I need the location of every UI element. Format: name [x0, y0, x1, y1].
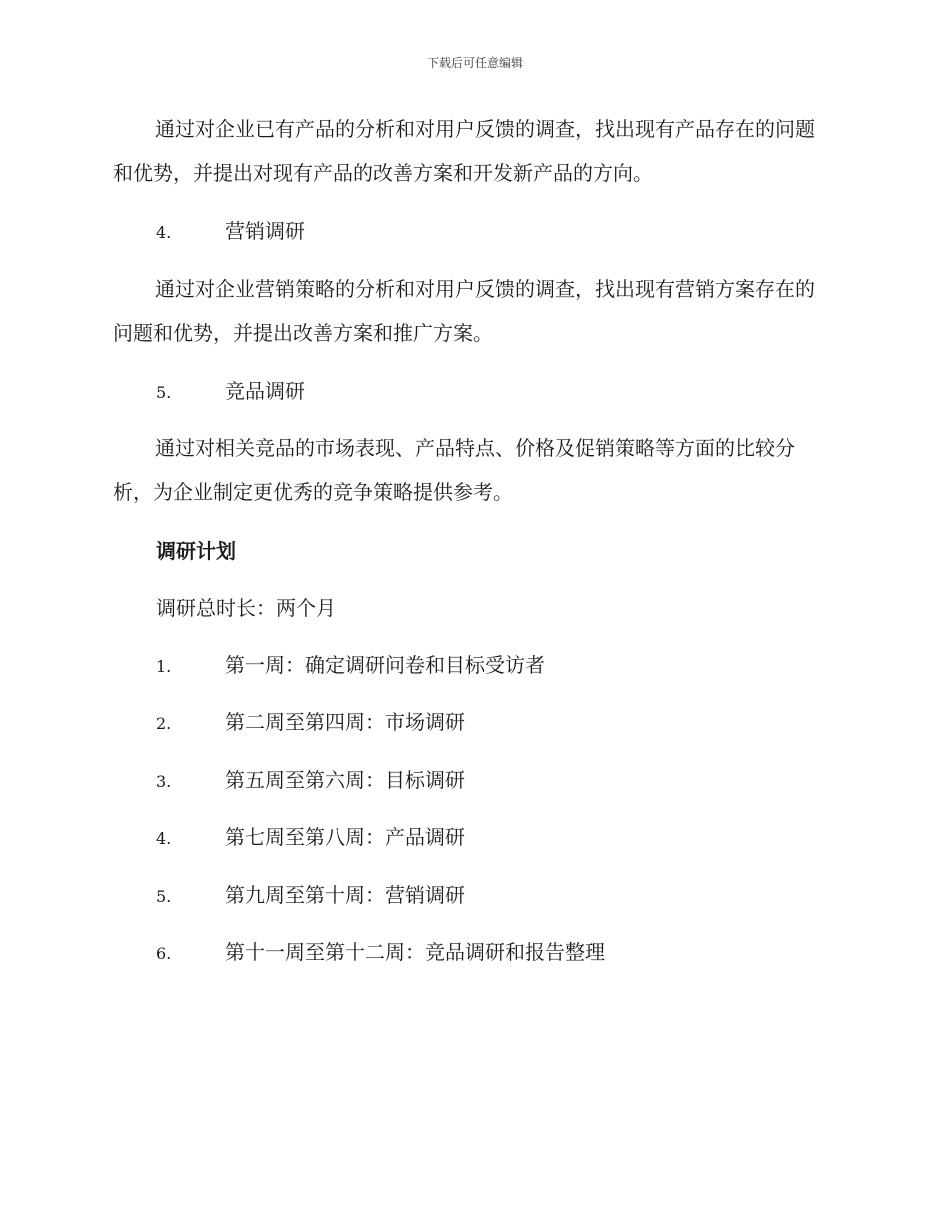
plan-item	[156, 880, 465, 910]
list-number: 4.	[156, 829, 172, 848]
list-number: 2.	[156, 714, 172, 733]
list-number: 5.	[156, 383, 172, 402]
product-research-text: 通过对企业已有产品的分析和对用户反馈的调查，找出现有产品存在的问题和优势，并提出对现有产品的改善方案和开发新产品的方向。	[113, 117, 815, 185]
section-item-marketing	[156, 216, 305, 246]
list-number: 4.	[156, 223, 172, 242]
plan-item	[156, 765, 465, 795]
product-research-paragraph	[113, 107, 833, 195]
plan-item	[156, 707, 465, 737]
plan-item-text: 第九周至第十周：营销调研	[225, 883, 465, 907]
list-number: 1.	[156, 657, 172, 676]
section-label: 竞品调研	[225, 379, 305, 403]
plan-item	[156, 822, 465, 852]
plan-item-text: 第二周至第四周：市场调研	[225, 710, 465, 734]
research-plan-heading: 调研计划	[156, 539, 236, 563]
plan-item-text: 第五周至第六周：目标调研	[225, 768, 465, 792]
list-number: 3.	[156, 772, 172, 791]
list-number: 5.	[156, 887, 172, 906]
marketing-research-paragraph	[113, 267, 833, 355]
marketing-research-text: 通过对企业营销策略的分析和对用户反馈的调查，找出现有营销方案存在的问题和优势，并提出改善方案和推广方案。	[113, 277, 815, 345]
list-number: 6.	[156, 944, 172, 963]
section-label: 营销调研	[225, 219, 305, 243]
plan-item-text: 第十一周至第十二周：竞品调研和报告整理	[225, 940, 605, 964]
research-duration: 调研总时长：两个月	[156, 596, 336, 620]
page-header-note: 下载后可任意编辑	[426, 56, 523, 70]
plan-item	[156, 937, 605, 967]
plan-item-text: 第七周至第八周：产品调研	[225, 825, 465, 849]
competitor-research-paragraph	[113, 426, 833, 514]
section-item-competitor	[156, 376, 305, 406]
plan-item	[156, 650, 545, 680]
plan-item-text: 第一周：确定调研问卷和目标受访者	[225, 653, 545, 677]
competitor-research-text: 通过对相关竞品的市场表现、产品特点、价格及促销策略等方面的比较分析，为企业制定更优秀的竞争策略提供参考。	[113, 436, 795, 504]
